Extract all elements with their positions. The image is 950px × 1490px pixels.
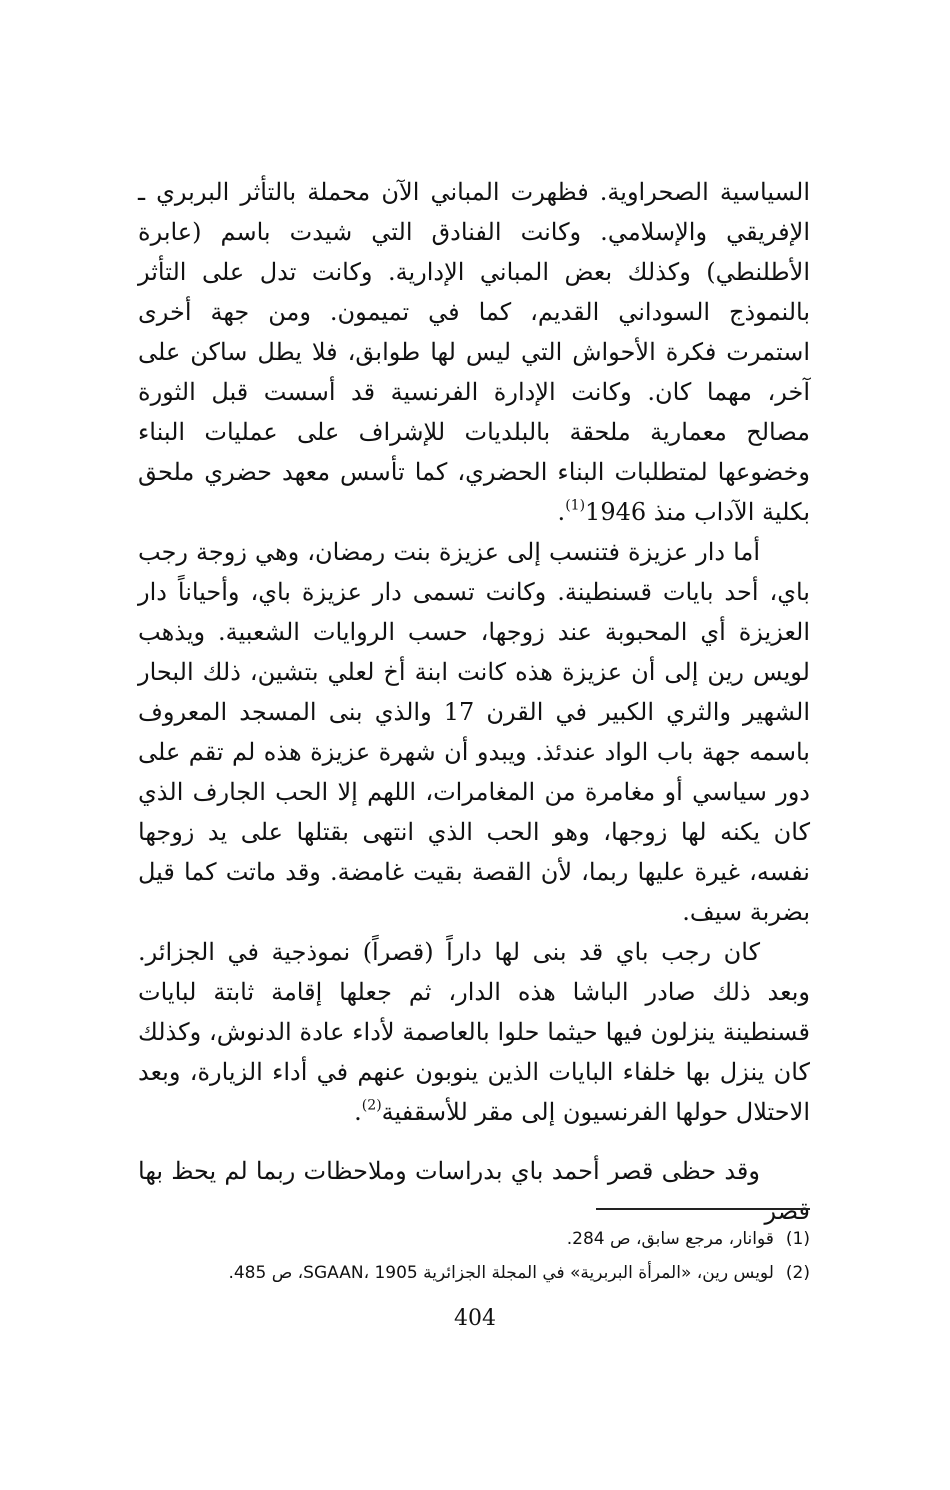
footnote-ref-2[interactable]: (2) <box>361 1097 382 1114</box>
paragraph-3-end: . <box>354 1098 362 1126</box>
paragraph-3 <box>138 932 810 1132</box>
footnote-2-text: لويس رين، «المرأة البربرية» في المجلة الجزائرية SGAAN، 1905، ص 485. <box>228 1263 774 1283</box>
footnote-1 <box>138 1222 810 1256</box>
paragraph-1 <box>138 172 810 532</box>
paragraph-3-text: كان رجب باي قد بنى لها داراً (قصراً) نموذجية في الجزائر. وبعد ذلك صادر الباشا هذه الدار، ثم جعلها إقامة ثابتة لبايات قسنطينة ينزلون فيها حيثما حلوا بالعاصمة لأداء عادة الدنوش، وكذلك كان ينزل بها خلفاء البايات الذين ينوبون عنهم في أداء الزيارة، وبعد الاحتلال حولها الفرنسيون إلى مقر للأسقفية <box>138 938 810 1126</box>
paragraph-1-end: . <box>557 498 566 526</box>
footnote-1-text: قوانار، مرجع سابق، ص 284. <box>566 1229 774 1249</box>
footnotes <box>138 1222 810 1290</box>
paragraph-4 <box>138 1151 810 1231</box>
footnote-ref-1[interactable]: (1) <box>565 497 586 514</box>
footnote-divider <box>596 1208 810 1210</box>
paragraph-2-text: أما دار عزيزة فتنسب إلى عزيزة بنت رمضان، وهي زوجة رجب باي، أحد بايات قسنطينة. وكانت تسمى دار عزيزة باي، وأحياناً دار العزيزة أي المحبوبة عند زوجها، حسب الروايات الشعبية. ويذهب لويس رين إلى أن عزيزة هذه كانت ابنة أخ لعلي بتشين، ذلك البحار الشهير والثري الكبير في القرن 17 والذي بنى المسجد المعروف باسمه جهة باب الواد عندئذ. ويبدو أن شهرة عزيزة هذه لم تقم على دور سياسي أو مغامرة من المغامرات، اللهم إلا الحب الجارف الذي كان يكنه لها زوجها، وهو الحب الذي انتهى بقتلها على يد زوجها نفسه، غيرة عليها ربما، لأن القصة بقيت غامضة. وقد ماتت كما قيل بضربة سيف. <box>138 538 810 926</box>
paragraph-4-text: وقد حظى قصر أحمد باي بدراسات وملاحظات ربما لم يحظ بها قصر <box>138 1157 810 1225</box>
footnote-2-number: (2) <box>785 1263 810 1283</box>
footnote-1-number: (1) <box>785 1229 810 1249</box>
footnote-2 <box>138 1256 810 1290</box>
page-number: 404 <box>454 1306 496 1331</box>
paragraph-1-text: السياسية الصحراوية. فظهرت المباني الآن محملة بالتأثر البربري ـ الإفريقي والإسلامي. وكانت الفنادق التي شيدت باسم (عابرة الأطلنطي) وكذلك بعض المباني الإدارية. وكانت تدل على التأثر بالنموذج السوداني القديم، كما في تميمون. ومن جهة أخرى استمرت فكرة الأحواش التي ليس لها طوابق، فلا يطل ساكن على آخر، مهما كان. وكانت الإدارة الفرنسية قد أسست قبل الثورة مصالح معمارية ملحقة بالبلديات للإشراف على عمليات البناء وخضوعها لمتطلبات البناء الحضري، كما تأسس معهد حضري ملحق بكلية الآداب منذ 1946 <box>138 178 811 526</box>
paragraph-2 <box>138 532 810 932</box>
